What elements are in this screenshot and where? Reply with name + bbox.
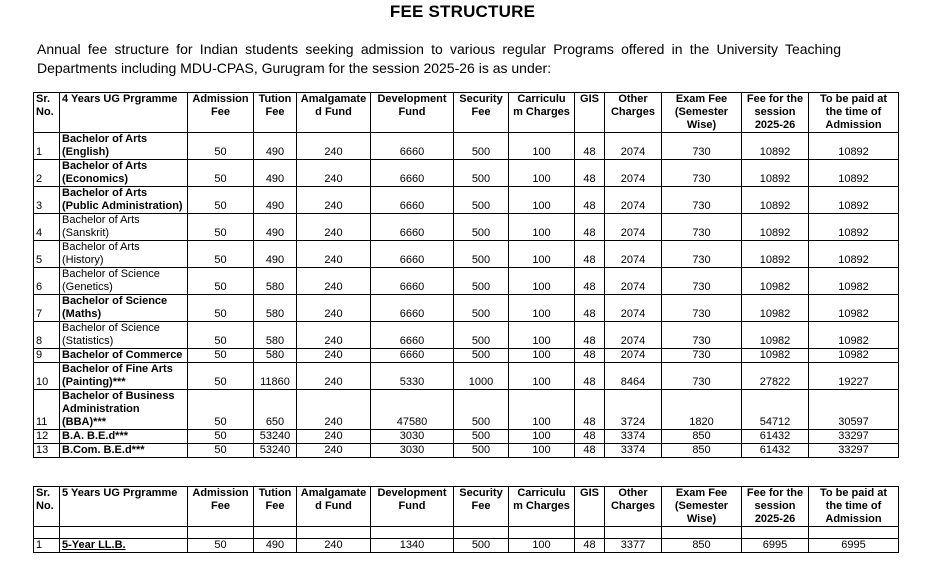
cell-gis: 48	[575, 133, 605, 160]
cell-sr-no: 10	[34, 363, 60, 390]
cell-development-fund: 6660	[371, 133, 454, 160]
cell-session-fee: 54712	[742, 390, 809, 430]
header-sr-no: Sr. No.	[34, 487, 60, 527]
cell-carriculum-charges: 100	[509, 160, 575, 187]
cell-security-fee: 1000	[454, 363, 509, 390]
header-tution-fee: Tution Fee	[254, 487, 297, 527]
cell-other-charges: 2074	[605, 187, 662, 214]
cell-amalgamated-fund: 240	[297, 349, 371, 363]
cell-security-fee: 500	[454, 133, 509, 160]
cell-sr-no: 1	[34, 133, 60, 160]
cell-session-fee: 10892	[742, 133, 809, 160]
cell-admission-fee: 50	[188, 187, 254, 214]
cell-carriculum-charges: 100	[509, 241, 575, 268]
ug4-fee-table	[33, 92, 899, 458]
cell-admission-payable: 10892	[809, 214, 899, 241]
cell-amalgamated-fund: 240	[297, 160, 371, 187]
intro-paragraph: Annual fee structure for Indian students seeking admission to various regular Programs offered in the University Teaching Departments including MDU-CPAS, Gurugram for the session 2025-26 is as under:	[37, 41, 841, 76]
cell-amalgamated-fund: 240	[297, 268, 371, 295]
cell-security-fee: 500	[454, 241, 509, 268]
header-development-fund: Development Fund	[371, 487, 454, 527]
cell-sr-no: 8	[34, 322, 60, 349]
cell-exam-fee: 730	[662, 268, 742, 295]
cell-gis: 48	[575, 349, 605, 363]
cell-session-fee: 10892	[742, 241, 809, 268]
cell-sr-no: 5	[34, 241, 60, 268]
cell-exam-fee: 730	[662, 241, 742, 268]
cell-exam-fee: 730	[662, 160, 742, 187]
cell-admission-fee: 50	[188, 430, 254, 444]
cell-admission-payable: 10982	[809, 295, 899, 322]
cell-development-fund: 5330	[371, 363, 454, 390]
cell-admission-payable: 10982	[809, 268, 899, 295]
cell-other-charges: 3377	[605, 539, 662, 553]
cell-session-fee: 10892	[742, 187, 809, 214]
cell-carriculum-charges: 100	[509, 444, 575, 458]
cell-program: Bachelor of Arts (History)	[60, 241, 188, 268]
cell-security-fee: 500	[454, 214, 509, 241]
cell-exam-fee: 850	[662, 430, 742, 444]
cell-admission-payable: 33297	[809, 430, 899, 444]
cell-other-charges: 2074	[605, 268, 662, 295]
header-security-fee: Security Fee	[454, 93, 509, 133]
cell-amalgamated-fund: 240	[297, 241, 371, 268]
table-row	[34, 390, 899, 430]
cell-tution-fee: 580	[254, 322, 297, 349]
cell-sr-no: 6	[34, 268, 60, 295]
header-carriculum-charges: Carriculu m Charges	[509, 93, 575, 133]
cell-other-charges: 2074	[605, 160, 662, 187]
cell-admission-fee: 50	[188, 133, 254, 160]
cell-development-fund: 6660	[371, 268, 454, 295]
spacer-row	[34, 527, 899, 539]
header-exam-fee: Exam Fee (Semester Wise)	[662, 487, 742, 527]
cell-exam-fee: 730	[662, 349, 742, 363]
cell-admission-payable: 10892	[809, 133, 899, 160]
cell-development-fund: 6660	[371, 322, 454, 349]
cell-gis: 48	[575, 241, 605, 268]
cell-exam-fee: 730	[662, 363, 742, 390]
table-header-row	[34, 93, 899, 133]
cell-exam-fee: 1820	[662, 390, 742, 430]
cell-session-fee: 10982	[742, 349, 809, 363]
cell-program: Bachelor of Science (Statistics)	[60, 322, 188, 349]
header-exam-fee: Exam Fee (Semester Wise)	[662, 93, 742, 133]
cell-sr-no: 13	[34, 444, 60, 458]
cell-development-fund: 1340	[371, 539, 454, 553]
header-carriculum-charges: Carriculu m Charges	[509, 487, 575, 527]
cell-gis: 48	[575, 160, 605, 187]
cell-gis: 48	[575, 187, 605, 214]
cell-security-fee: 500	[454, 444, 509, 458]
cell-program: B.A. B.E.d***	[60, 430, 188, 444]
cell-program: Bachelor of Fine Arts (Painting)***	[60, 363, 188, 390]
cell-admission-fee: 50	[188, 539, 254, 553]
cell-carriculum-charges: 100	[509, 349, 575, 363]
cell-gis: 48	[575, 322, 605, 349]
cell-session-fee: 10982	[742, 268, 809, 295]
cell-security-fee: 500	[454, 268, 509, 295]
cell-admission-payable: 10892	[809, 160, 899, 187]
cell-tution-fee: 53240	[254, 444, 297, 458]
cell-carriculum-charges: 100	[509, 133, 575, 160]
cell-admission-payable: 10982	[809, 349, 899, 363]
cell-admission-payable: 10892	[809, 187, 899, 214]
cell-exam-fee: 730	[662, 214, 742, 241]
cell-admission-fee: 50	[188, 295, 254, 322]
table-row	[34, 322, 899, 349]
cell-program: 5-Year LL.B.	[60, 539, 188, 553]
cell-carriculum-charges: 100	[509, 268, 575, 295]
cell-sr-no: 9	[34, 349, 60, 363]
cell-amalgamated-fund: 240	[297, 430, 371, 444]
cell-gis: 48	[575, 539, 605, 553]
cell-sr-no: 12	[34, 430, 60, 444]
cell-development-fund: 6660	[371, 187, 454, 214]
cell-tution-fee: 650	[254, 390, 297, 430]
cell-security-fee: 500	[454, 322, 509, 349]
cell-session-fee: 6995	[742, 539, 809, 553]
cell-security-fee: 500	[454, 349, 509, 363]
cell-security-fee: 500	[454, 539, 509, 553]
cell-carriculum-charges: 100	[509, 539, 575, 553]
cell-other-charges: 3724	[605, 390, 662, 430]
cell-amalgamated-fund: 240	[297, 444, 371, 458]
cell-exam-fee: 730	[662, 133, 742, 160]
cell-sr-no: 4	[34, 214, 60, 241]
cell-program: Bachelor of Commerce	[60, 349, 188, 363]
cell-carriculum-charges: 100	[509, 187, 575, 214]
cell-session-fee: 10892	[742, 160, 809, 187]
cell-gis: 48	[575, 390, 605, 430]
header-admission-payable: To be paid at the time of Admission	[809, 487, 899, 527]
cell-amalgamated-fund: 240	[297, 295, 371, 322]
cell-carriculum-charges: 100	[509, 430, 575, 444]
table-row	[34, 295, 899, 322]
cell-tution-fee: 53240	[254, 430, 297, 444]
header-admission-fee: Admission Fee	[188, 93, 254, 133]
cell-tution-fee: 490	[254, 241, 297, 268]
cell-other-charges: 2074	[605, 349, 662, 363]
header-gis: GIS	[575, 487, 605, 527]
header-sr-no: Sr. No.	[34, 93, 60, 133]
cell-session-fee: 61432	[742, 444, 809, 458]
cell-sr-no: 11	[34, 390, 60, 430]
cell-admission-fee: 50	[188, 349, 254, 363]
cell-exam-fee: 850	[662, 444, 742, 458]
cell-admission-fee: 50	[188, 444, 254, 458]
table-row	[34, 268, 899, 295]
cell-development-fund: 6660	[371, 241, 454, 268]
table-row	[34, 133, 899, 160]
cell-amalgamated-fund: 240	[297, 390, 371, 430]
table-row	[34, 214, 899, 241]
cell-amalgamated-fund: 240	[297, 187, 371, 214]
header-other-charges: Other Charges	[605, 487, 662, 527]
cell-development-fund: 6660	[371, 295, 454, 322]
cell-tution-fee: 490	[254, 160, 297, 187]
cell-program: Bachelor of Arts (Public Administration)	[60, 187, 188, 214]
cell-development-fund: 3030	[371, 430, 454, 444]
table-row	[34, 241, 899, 268]
cell-tution-fee: 11860	[254, 363, 297, 390]
cell-amalgamated-fund: 240	[297, 363, 371, 390]
cell-admission-fee: 50	[188, 268, 254, 295]
cell-admission-payable: 6995	[809, 539, 899, 553]
header-session-fee: Fee for the session 2025-26	[742, 93, 809, 133]
cell-development-fund: 47580	[371, 390, 454, 430]
header-gis: GIS	[575, 93, 605, 133]
cell-exam-fee: 730	[662, 187, 742, 214]
cell-other-charges: 3374	[605, 430, 662, 444]
cell-tution-fee: 490	[254, 133, 297, 160]
cell-gis: 48	[575, 363, 605, 390]
cell-security-fee: 500	[454, 430, 509, 444]
table-row	[34, 539, 899, 553]
cell-sr-no: 7	[34, 295, 60, 322]
cell-other-charges: 2074	[605, 214, 662, 241]
cell-exam-fee: 730	[662, 322, 742, 349]
table-row	[34, 430, 899, 444]
cell-development-fund: 6660	[371, 349, 454, 363]
table-row	[34, 160, 899, 187]
cell-development-fund: 6660	[371, 160, 454, 187]
cell-development-fund: 3030	[371, 444, 454, 458]
cell-program: Bachelor of Business Administration (BBA)***	[60, 390, 188, 430]
cell-program: Bachelor of Arts (English)	[60, 133, 188, 160]
cell-tution-fee: 490	[254, 539, 297, 553]
cell-admission-payable: 30597	[809, 390, 899, 430]
cell-other-charges: 3374	[605, 444, 662, 458]
cell-other-charges: 2074	[605, 295, 662, 322]
cell-amalgamated-fund: 240	[297, 133, 371, 160]
cell-security-fee: 500	[454, 295, 509, 322]
header-security-fee: Security Fee	[454, 487, 509, 527]
cell-admission-payable: 33297	[809, 444, 899, 458]
cell-session-fee: 10892	[742, 214, 809, 241]
table-header-row	[34, 487, 899, 527]
cell-gis: 48	[575, 214, 605, 241]
cell-gis: 48	[575, 295, 605, 322]
cell-development-fund: 6660	[371, 214, 454, 241]
cell-tution-fee: 580	[254, 349, 297, 363]
cell-amalgamated-fund: 240	[297, 539, 371, 553]
cell-tution-fee: 490	[254, 214, 297, 241]
cell-gis: 48	[575, 430, 605, 444]
cell-exam-fee: 850	[662, 539, 742, 553]
cell-admission-fee: 50	[188, 241, 254, 268]
cell-session-fee: 10982	[742, 295, 809, 322]
cell-admission-fee: 50	[188, 322, 254, 349]
cell-admission-fee: 50	[188, 160, 254, 187]
cell-sr-no: 3	[34, 187, 60, 214]
cell-amalgamated-fund: 240	[297, 214, 371, 241]
cell-tution-fee: 580	[254, 295, 297, 322]
cell-carriculum-charges: 100	[509, 295, 575, 322]
page-title: FEE STRUCTURE	[389, 2, 536, 21]
cell-security-fee: 500	[454, 160, 509, 187]
table-row	[34, 349, 899, 363]
cell-amalgamated-fund: 240	[297, 322, 371, 349]
table-row	[34, 444, 899, 458]
cell-session-fee: 10982	[742, 322, 809, 349]
cell-carriculum-charges: 100	[509, 322, 575, 349]
header-tution-fee: Tution Fee	[254, 93, 297, 133]
cell-other-charges: 2074	[605, 133, 662, 160]
header-amalgamated-fund: Amalgamate d Fund	[297, 93, 371, 133]
cell-carriculum-charges: 100	[509, 214, 575, 241]
cell-carriculum-charges: 100	[509, 363, 575, 390]
cell-security-fee: 500	[454, 187, 509, 214]
cell-session-fee: 27822	[742, 363, 809, 390]
cell-other-charges: 2074	[605, 241, 662, 268]
cell-carriculum-charges: 100	[509, 390, 575, 430]
cell-security-fee: 500	[454, 390, 509, 430]
cell-gis: 48	[575, 268, 605, 295]
cell-other-charges: 8464	[605, 363, 662, 390]
cell-session-fee: 61432	[742, 430, 809, 444]
cell-admission-fee: 50	[188, 363, 254, 390]
cell-admission-payable: 10982	[809, 322, 899, 349]
cell-exam-fee: 730	[662, 295, 742, 322]
cell-other-charges: 2074	[605, 322, 662, 349]
cell-tution-fee: 580	[254, 268, 297, 295]
header-other-charges: Other Charges	[605, 93, 662, 133]
header-program: 5 Years UG Prgramme	[60, 487, 188, 527]
cell-admission-payable: 19227	[809, 363, 899, 390]
cell-program: Bachelor of Science (Maths)	[60, 295, 188, 322]
cell-program: Bachelor of Arts (Economics)	[60, 160, 188, 187]
header-amalgamated-fund: Amalgamate d Fund	[297, 487, 371, 527]
header-session-fee: Fee for the session 2025-26	[742, 487, 809, 527]
cell-admission-payable: 10892	[809, 241, 899, 268]
table-row	[34, 363, 899, 390]
cell-sr-no: 1	[34, 539, 60, 553]
cell-program: Bachelor of Science (Genetics)	[60, 268, 188, 295]
cell-admission-fee: 50	[188, 214, 254, 241]
cell-gis: 48	[575, 444, 605, 458]
header-program: 4 Years UG Prgramme	[60, 93, 188, 133]
header-development-fund: Development Fund	[371, 93, 454, 133]
table-row	[34, 187, 899, 214]
ug5-fee-table	[33, 486, 899, 553]
cell-program: B.Com. B.E.d***	[60, 444, 188, 458]
header-admission-payable: To be paid at the time of Admission	[809, 93, 899, 133]
cell-admission-fee: 50	[188, 390, 254, 430]
cell-tution-fee: 490	[254, 187, 297, 214]
cell-program: Bachelor of Arts (Sanskrit)	[60, 214, 188, 241]
header-admission-fee: Admission Fee	[188, 487, 254, 527]
cell-sr-no: 2	[34, 160, 60, 187]
